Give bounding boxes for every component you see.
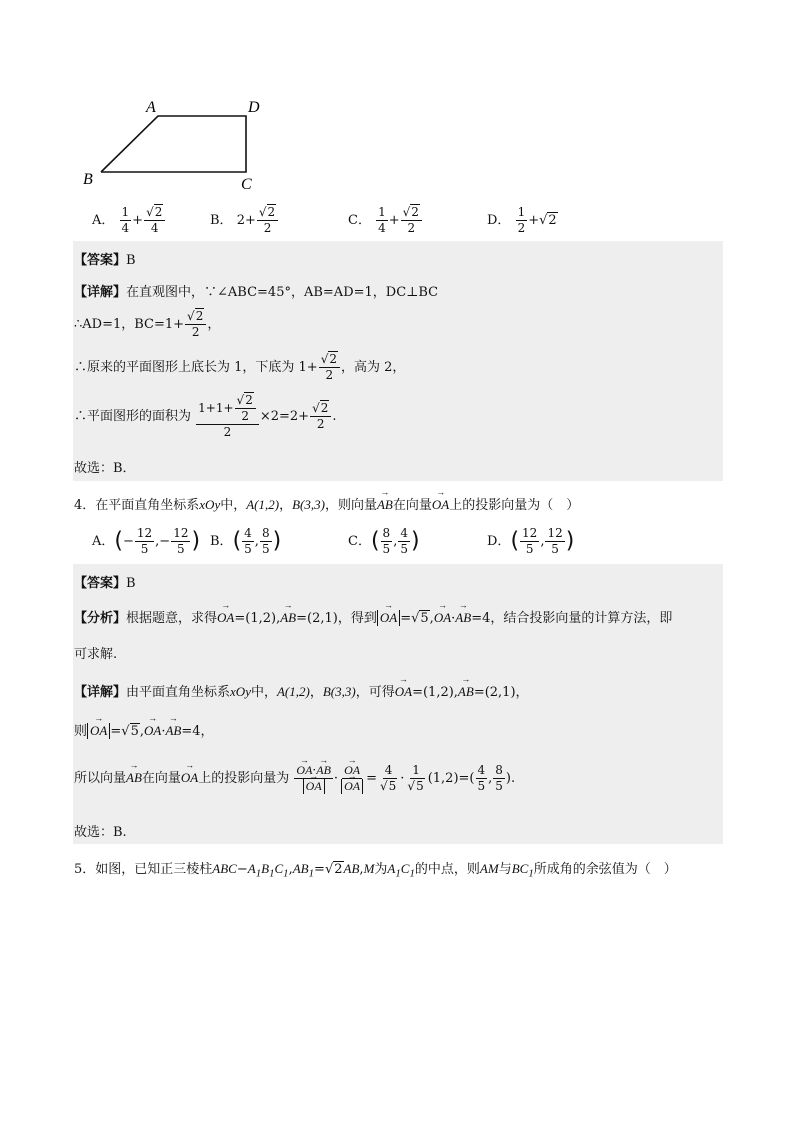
q3-choose: 故选：B． — [74, 461, 136, 476]
q4-option-d: D．( $\frac{12}{5}$ , $\frac{12}{5}$ ) — [487, 526, 575, 556]
q4-solution-block — [73, 564, 723, 844]
q3-option-c: C． $\frac{1}{4}$ + $\frac{√2}{2}$ — [348, 205, 423, 236]
q4-detail-line3: 所以向量→ AB在向量→ OA上的投影向量为 → OA·→ AB → OA · → OA → OA = $\frac{4}{√5}$ · $\frac{1}{√5}$ (1,2)=( $\frac{4}{5}$ , $\frac{8}{5}$ ). — [74, 763, 515, 794]
trapezoid-shape — [101, 116, 246, 172]
q3-detail-line3: ∴原来的平面图形上底长为 1，下底为 1+ $\frac{√2}{2}$ ，高为 2， — [74, 352, 406, 382]
q4-choose: 故选：B. — [74, 825, 127, 840]
q3-option-d: D． $\frac{1}{2}$ +√2 — [487, 205, 557, 235]
q3-detail-line2: ∴AD=1，BC=1+ $\frac{√2}{2}$ ， — [74, 309, 221, 339]
q4-detail-line2: 则→ OA =√5,→ OA·→ AB=4， — [74, 720, 214, 739]
q3-detail-line4: ∴平面图形的面积为 1+1+ $\frac{√2}{2}$ 2 ×2=2+ $\frac{√2}{2}$ . — [74, 393, 337, 439]
label-A: A — [146, 99, 156, 116]
label-D: D — [248, 99, 260, 116]
q4-analysis-line1: 【分析】根据题意，求得→ OA=(1,2),→ AB=(2,1)，得到→ OA =√5,→ OA·→ AB=4，结合投影向量的计算方法，即 — [74, 607, 672, 626]
q3-detail-line1: 【详解】在直观图中，∵∠ABC=45°，AB=AD=1，DC⊥BC — [74, 285, 439, 300]
trapezoid-figure — [78, 94, 268, 194]
q5-stem: 5．如图，已知正三棱柱$ABC-A_1B_1C_1,AB_1=√2AB,M$为$A_1C_1$的中点，则AM与$BC_1$所成角的余弦值为（ ） — [74, 861, 677, 880]
q4-detail-line1: 【详解】由平面直角坐标系xOy中，A(1,2)，B(3,3)，可得→ OA=(1,2),→ AB=(2,1)， — [74, 681, 529, 700]
label-B: B — [83, 171, 93, 188]
q4-option-c: C．( $\frac{8}{5}$ , $\frac{4}{5}$ ) — [348, 526, 420, 556]
q4-answer: 【答案】B — [74, 576, 136, 591]
q4-option-b: B．( $\frac{4}{5}$ , $\frac{8}{5}$ ) — [210, 526, 282, 556]
q3-option-a: A． $\frac{1}{4}$ + $\frac{√2}{4}$ — [92, 205, 166, 236]
q4-analysis-line2: 可求解. — [74, 647, 118, 662]
q3-answer: 【答案】B — [74, 253, 136, 268]
q3-option-b: B． 2+ $\frac{√2}{2}$ — [210, 205, 279, 236]
label-C: C — [241, 176, 252, 193]
q4-option-a: A．(− $\frac{12}{5}$ ,− $\frac{12}{5}$ ) — [92, 526, 201, 556]
q4-stem: 4．在平面直角坐标系xOy中，A(1,2)，B(3,3)，则向量→ AB在向量→ OA上的投影向量为（ ） — [74, 494, 579, 513]
